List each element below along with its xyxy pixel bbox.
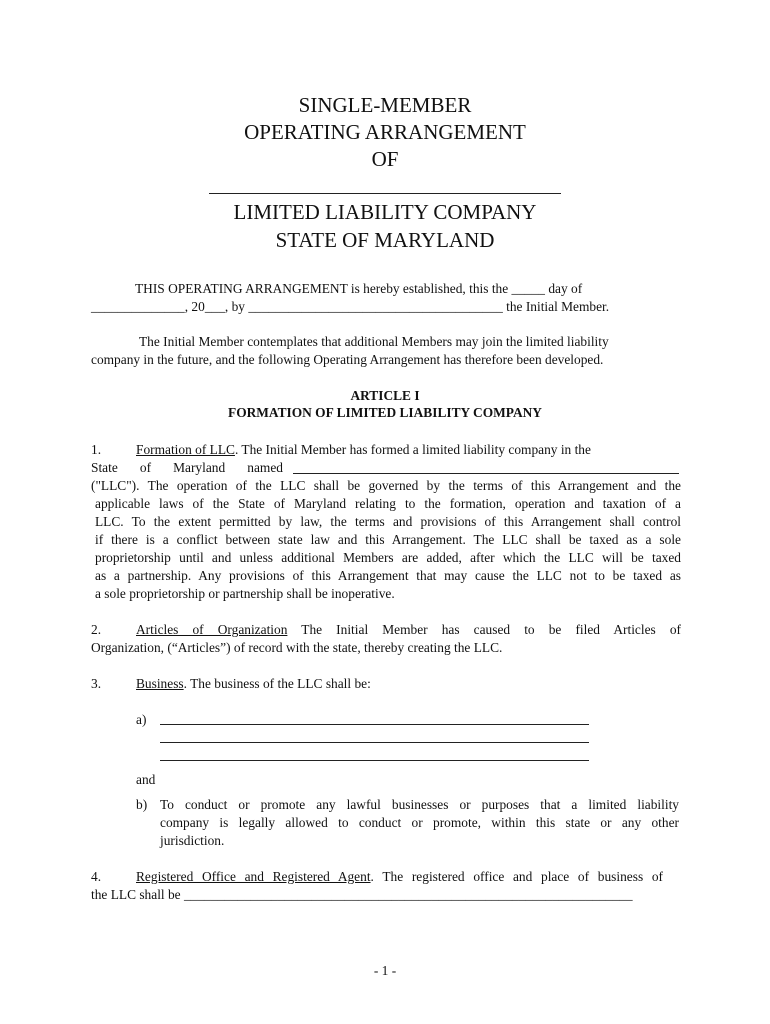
section-3-number: 3. [91, 676, 102, 691]
section-4-number: 4. [91, 869, 102, 884]
business-blank-line [160, 760, 589, 761]
section-4-line-2: the LLC shall be ___________________________________________________________________ [91, 887, 633, 902]
section-2-heading: Articles of Organization [136, 622, 288, 637]
intro-line-1: THIS OPERATING ARRANGEMENT is hereby established, this the _____ day of [135, 281, 583, 296]
business-blank-line [160, 742, 589, 743]
title-line-1: SINGLE-MEMBER [298, 93, 472, 117]
section-3-line [136, 675, 371, 693]
item-b-line-2: company is legally allowed to conduct or promote, within this state or any other [160, 815, 679, 830]
section-3-heading: Business [136, 676, 184, 691]
article-number: ARTICLE I [350, 388, 420, 403]
section-1-word: Maryland [173, 460, 226, 475]
section-4-heading: Registered Office and Registered Agent [136, 869, 371, 884]
section-4-line-1-text: . The registered office and place of business of [370, 869, 663, 884]
section-1-line-1 [136, 441, 591, 459]
section-1-line-2 [91, 459, 283, 477]
item-b-line-3: jurisdiction. [160, 833, 225, 848]
llc-name-blank [293, 473, 679, 474]
company-name-blank [209, 193, 561, 194]
section-2-number: 2. [91, 622, 102, 637]
article-heading: FORMATION OF LIMITED LIABILITY COMPANY [228, 405, 542, 420]
title-line-5: STATE OF MARYLAND [275, 228, 495, 252]
section-1-text-line: LLC. To the extent permitted by law, the terms and provisions of this Arrangement shall control [95, 514, 681, 529]
title-line-3: OF [371, 147, 399, 171]
section-1-text-line: if there is a conflict between state law and this Arrangement. The LLC shall be taxed as a sole [95, 532, 681, 547]
intro-line-2: ______________, 20___, by ______________________________________ the Initial Member. [91, 299, 610, 314]
business-blank-line [160, 724, 589, 725]
section-1-word: State [91, 460, 118, 475]
intro-para2-line-1: The Initial Member contemplates that additional Members may join the limited liability [139, 334, 609, 349]
section-1-line-1-text: . The Initial Member has formed a limited liability company in the [234, 442, 591, 457]
intro-para2-line-2: company in the future, and the following Operating Arrangement has therefore been developed. [91, 352, 604, 367]
section-1-text-line: ("LLC"). The operation of the LLC shall be governed by the terms of this Arrangement and the [91, 478, 681, 493]
section-1-text-line: applicable laws of the State of Maryland relating to the formation, operation and taxation of a [95, 496, 681, 511]
section-4-line-1 [136, 868, 663, 886]
title-line-2: OPERATING ARRANGEMENT [244, 120, 526, 144]
and-text: and [136, 772, 156, 787]
page-number: - 1 - [373, 963, 397, 978]
section-2-line-1-text: The Initial Member has caused to be filed Articles of [287, 622, 681, 637]
section-1-heading: Formation of LLC [136, 442, 235, 457]
section-1-last-line: a sole proprietorship or partnership shall be inoperative. [95, 586, 395, 601]
section-2-line-2: Organization, (“Articles”) of record with the state, thereby creating the LLC. [91, 640, 503, 655]
item-b-line-1: To conduct or promote any lawful businesses or purposes that a limited liability [160, 797, 679, 812]
section-1-word: named [247, 460, 283, 475]
section-3-text: . The business of the LLC shall be: [183, 676, 371, 691]
section-1-word: of [139, 460, 152, 475]
section-1-text-line: as a partnership. Any provisions of this Arrangement that may cause the LLC not to be taxed as [95, 568, 681, 583]
section-1-text-line: proprietorship until and unless additional Members are added, after which the LLC will be taxed [95, 550, 681, 565]
section-1-number: 1. [91, 442, 102, 457]
title-line-4: LIMITED LIABILITY COMPANY [233, 200, 537, 224]
item-a-label: a) [136, 712, 147, 727]
section-2-line-1 [136, 621, 681, 639]
item-b-label: b) [136, 797, 148, 812]
